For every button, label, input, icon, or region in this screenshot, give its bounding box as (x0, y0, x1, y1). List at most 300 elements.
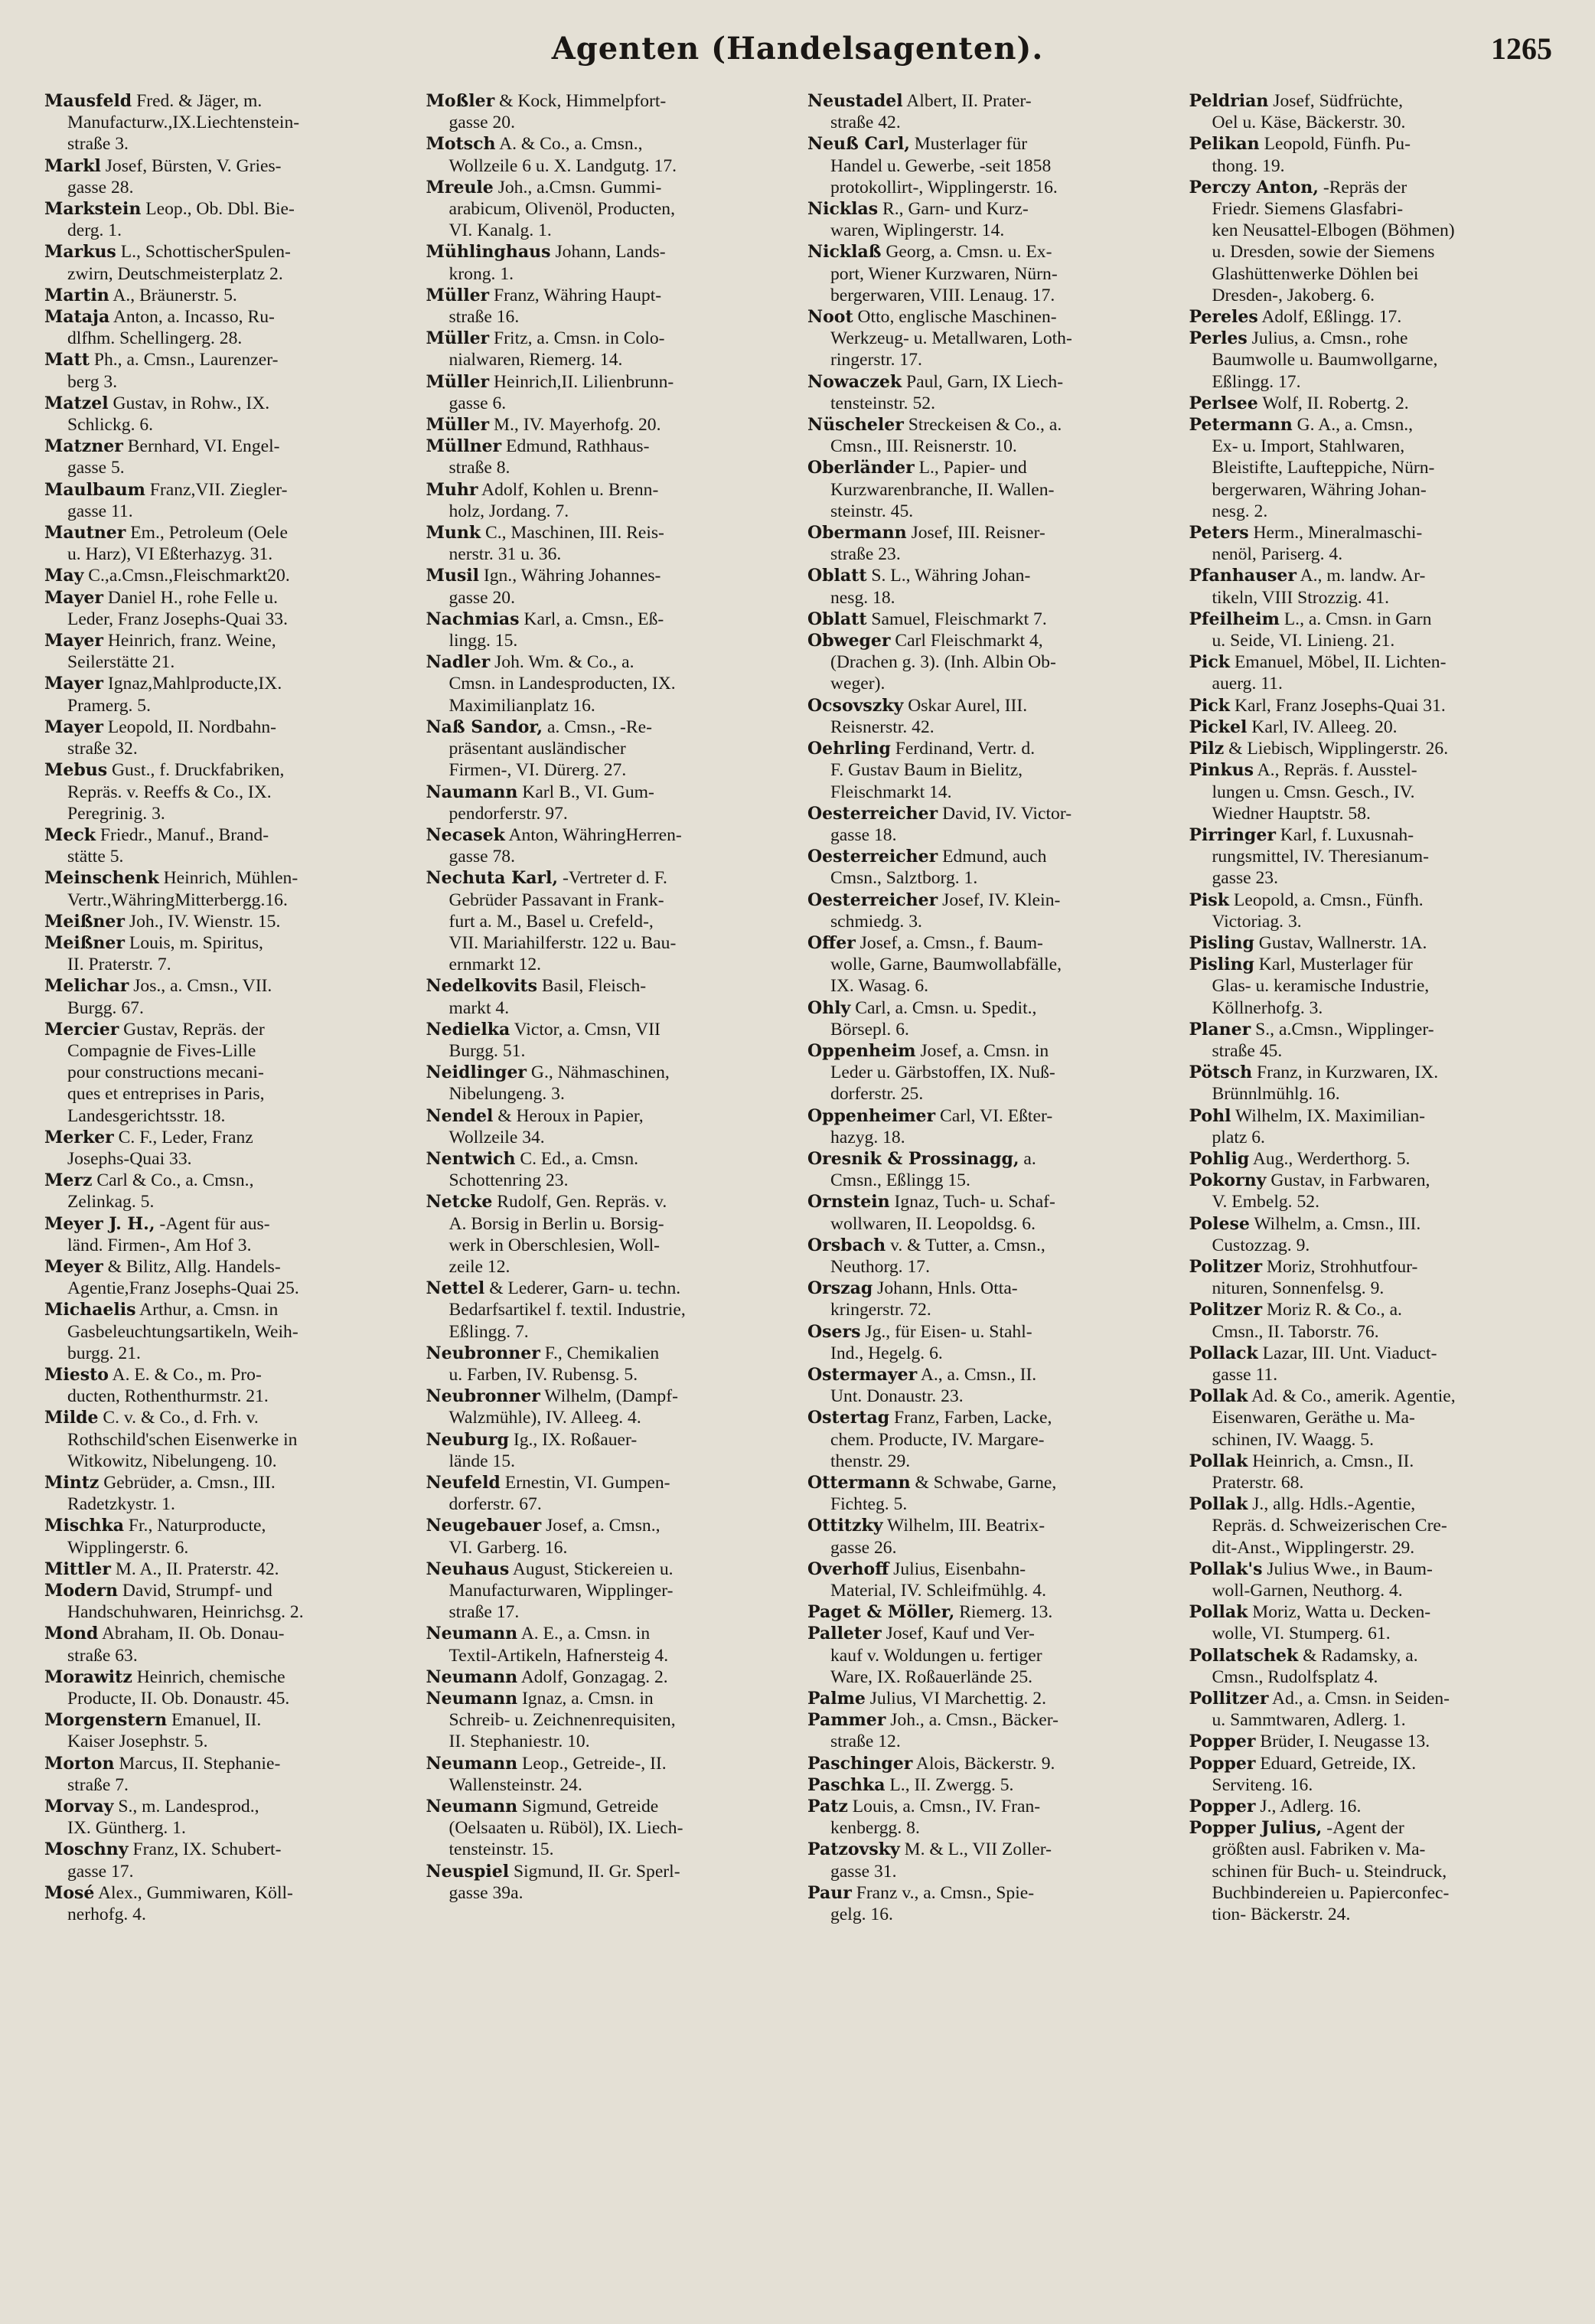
entry-details: Moriz R. & Co., a. (1262, 1300, 1402, 1320)
entry-details: Franz, Farben, Lacke, (889, 1408, 1052, 1428)
entry-continuation-line: zwirn, Deutschmeisterplatz 2. (67, 263, 283, 284)
entry-name: Paget & Möller, (807, 1602, 955, 1623)
entry-name: Paur (807, 1882, 852, 1903)
entry-name: Pick (1189, 695, 1231, 716)
entry-name: Müller (426, 371, 490, 392)
directory-entry (426, 651, 798, 716)
entry-details: Ignaz,Mahlproducte,IX. (103, 674, 282, 694)
entry-first-line (807, 565, 1179, 586)
entry-continuation-line: Burgg. 51. (448, 1040, 526, 1061)
entry-continuation-line: u. Seide, VI. Linieng. 21. (1212, 631, 1395, 651)
entry-name: Maulbaum (44, 479, 145, 500)
entry-first-line (44, 1559, 416, 1580)
entry-name: Nentwich (426, 1148, 516, 1169)
entry-details: Emanuel, Möbel, II. Lichten- (1230, 652, 1447, 673)
entry-details: Basil, Fleisch- (537, 976, 647, 997)
directory-entry (807, 1774, 1179, 1796)
directory-entry (1189, 889, 1561, 932)
entry-details: -Agent der (1322, 1818, 1404, 1839)
entry-details: Wilhelm, IX. Maximilian- (1231, 1105, 1426, 1126)
entry-details: Heinrich, franz. Weine, (103, 631, 276, 651)
entry-name: Pohl (1189, 1105, 1231, 1126)
entry-continuation-line: Ind., Hegelg. 6. (830, 1343, 943, 1363)
directory-entry (426, 328, 798, 370)
entry-continuation-line: ringerstr. 17. (830, 350, 922, 370)
entry-name: Mühlinghaus (426, 242, 551, 263)
entry-details: Julius Wwe., in Baum- (1262, 1559, 1433, 1579)
entry-name: Petermann (1189, 415, 1293, 436)
directory-entry (807, 803, 1179, 846)
entry-name: Müller (426, 285, 490, 305)
entry-continuation-line: Manufacturwaren, Wipplinger- (448, 1581, 674, 1601)
directory-entry (426, 1666, 798, 1688)
directory-entry (426, 1148, 798, 1191)
entry-name: Perczy Anton, (1189, 177, 1319, 197)
entry-continuation-line: tikeln, VIII Strozzig. 41. (1212, 587, 1390, 608)
directory-entry (44, 759, 416, 824)
entry-details: David, Strumpf- und (118, 1581, 272, 1601)
entry-details: Ign., Währing Johannes- (478, 566, 661, 586)
directory-entry (807, 1882, 1179, 1925)
entry-name: Mayer (44, 716, 103, 737)
entry-first-line (426, 1515, 798, 1536)
entry-details: A. & Co., a. Cmsn., (495, 134, 643, 155)
entry-name: Neumann (426, 1666, 518, 1687)
entry-continuation-line: F. Gustav Baum in Bielitz, (830, 760, 1023, 781)
entry-details: Riemerg. 13. (954, 1602, 1053, 1623)
entry-details: Edmund, Rathhaus- (501, 436, 650, 457)
entry-details: Josef, Südfrüchte, (1268, 91, 1403, 111)
entry-details: -Agent für aus- (155, 1213, 270, 1234)
entry-continuation-line: bergerwaren, Währing Johan- (1212, 479, 1427, 500)
entry-details: R., Garn- und Kurz- (878, 199, 1029, 220)
entry-continuation-line: gasse 11. (67, 501, 133, 521)
entry-continuation-line: Leder u. Gärbstoffen, IX. Nuß- (830, 1062, 1055, 1083)
entry-continuation-line: nituren, Sonnenfelsg. 9. (1212, 1278, 1385, 1299)
entry-name: Palme (807, 1689, 866, 1709)
entry-name: Oberländer (807, 458, 915, 478)
entry-continuation-line: derg. 1. (67, 220, 122, 241)
entry-first-line (1189, 1343, 1561, 1364)
directory-entry (1189, 1019, 1561, 1062)
entry-continuation-line: chem. Producte, IV. Margare- (830, 1429, 1045, 1450)
entry-details: C.,a.Cmsn.,Fleischmarkt20. (83, 566, 290, 586)
entry-first-line (426, 867, 798, 889)
entry-continuation-line: Ware, IX. Roßauerlände 25. (830, 1666, 1033, 1687)
directory-entry (807, 1321, 1179, 1364)
directory-entry (1189, 824, 1561, 889)
entry-continuation-line: Repräs. v. Reeffs & Co., IX. (67, 782, 272, 802)
entry-continuation-line: Zelinkag. 5. (67, 1192, 155, 1213)
entry-details: Joh., IV. Wienstr. 15. (125, 911, 281, 932)
entry-name: Matt (44, 350, 90, 370)
entry-details: Moriz, Strohhutfour- (1262, 1256, 1418, 1277)
entry-name: Pollak (1189, 1451, 1248, 1471)
directory-entry (807, 1191, 1179, 1234)
entry-name: Peldrian (1189, 91, 1269, 111)
entry-continuation-line: Walzmühle), IV. Alleeg. 4. (448, 1408, 641, 1428)
entry-details: Bernhard, VI. Engel- (122, 436, 280, 457)
entry-name: Ornstein (807, 1192, 890, 1213)
entry-details: Ferdinand, Vertr. d. (890, 739, 1036, 759)
entry-continuation-line: dlfhm. Schellingerg. 28. (67, 328, 243, 349)
entry-continuation-line: tion- Bäckerstr. 24. (1212, 1905, 1351, 1925)
entry-name: Oppenheimer (807, 1105, 936, 1126)
entry-first-line (1189, 716, 1561, 738)
entry-details: Josef, Kauf und Ver- (881, 1624, 1035, 1644)
entry-continuation-line: straße 12. (830, 1732, 901, 1752)
directory-entry (44, 911, 416, 932)
entry-continuation-line: thong. 19. (1212, 155, 1285, 176)
entry-continuation-line: port, Wiener Kurzwaren, Nürn- (830, 263, 1058, 284)
entry-name: Michaelis (44, 1300, 136, 1320)
entry-first-line (807, 1148, 1179, 1170)
page-number: 1265 (1491, 31, 1552, 66)
entry-continuation-line: straße 8. (448, 458, 510, 478)
entry-continuation-line: wolle, VI. Stumperg. 61. (1212, 1624, 1391, 1644)
entry-name: Pereles (1189, 307, 1258, 328)
entry-first-line (807, 803, 1179, 824)
directory-entry (1189, 1731, 1561, 1752)
directory-entry (1189, 1753, 1561, 1796)
entry-first-line (807, 630, 1179, 651)
entry-continuation-line: VII. Mariahilferstr. 122 u. Bau- (448, 932, 677, 953)
entry-name: Ottitzky (807, 1516, 883, 1536)
entry-first-line (426, 651, 798, 673)
entry-first-line (1189, 565, 1561, 586)
directory-entry (44, 1839, 416, 1882)
entry-details: Ignaz, a. Cmsn. in (517, 1689, 654, 1709)
entry-details: Josef, a. Cmsn. in (915, 1040, 1049, 1061)
entry-name: Meck (44, 824, 96, 845)
entry-name: Neumann (426, 1689, 518, 1709)
entry-first-line (807, 1753, 1179, 1774)
entry-continuation-line: Börsepl. 6. (830, 1019, 909, 1040)
entry-name: Overhoff (807, 1559, 889, 1579)
entry-continuation-line: Nibelungeng. 3. (448, 1084, 565, 1105)
entry-continuation-line: waren, Wiplingerstr. 14. (830, 220, 1005, 241)
entry-name: Perlsee (1189, 393, 1258, 413)
entry-details: Gebrüder, a. Cmsn., III. (99, 1473, 276, 1493)
directory-entry (1189, 1148, 1561, 1170)
entry-continuation-line: VI. Kanalg. 1. (448, 220, 552, 241)
entry-first-line (807, 738, 1179, 759)
entry-first-line (44, 1213, 416, 1235)
directory-entry (807, 1601, 1179, 1623)
entry-first-line (44, 155, 416, 177)
entry-continuation-line: IX. Güntherg. 1. (67, 1818, 186, 1839)
entry-first-line (807, 846, 1179, 867)
entry-name: Mayer (44, 674, 103, 694)
entry-details: Sigmund, Getreide (517, 1797, 659, 1817)
entry-continuation-line: woll-Garnen, Neuthorg. 4. (1212, 1581, 1403, 1601)
entry-name: Müller (426, 415, 490, 436)
directory-entry (44, 522, 416, 565)
entry-first-line (44, 1666, 416, 1688)
entry-details: Arthur, a. Cmsn. in (135, 1300, 279, 1320)
entry-first-line (807, 306, 1179, 328)
column-2 (426, 90, 798, 2295)
entry-first-line (426, 414, 798, 436)
directory-entry (807, 1796, 1179, 1839)
entry-first-line (1189, 522, 1561, 543)
entry-first-line (1189, 1062, 1561, 1083)
entry-continuation-line: Wollzeile 6 u. X. Landgutg. 17. (448, 155, 677, 176)
entry-first-line (1189, 1559, 1561, 1580)
entry-first-line (1189, 306, 1561, 328)
entry-first-line (44, 1839, 416, 1860)
entry-name: Mausfeld (44, 91, 132, 111)
entry-continuation-line: schmiedg. 3. (830, 911, 922, 932)
entry-continuation-line: Material, IV. Schleifmühlg. 4. (830, 1581, 1046, 1601)
entry-first-line (1189, 1817, 1561, 1839)
entry-first-line (807, 1105, 1179, 1127)
entry-name: Pollak's (1189, 1559, 1263, 1579)
entry-details: Em., Petroleum (Oele (126, 523, 288, 543)
entry-first-line (426, 1666, 798, 1688)
entry-name: Ottermann (807, 1473, 911, 1493)
entry-details: Josef, a. Cmsn., f. Baum- (855, 932, 1043, 953)
entry-continuation-line: gasse 11. (1212, 1364, 1278, 1385)
entry-name: Nachmias (426, 609, 520, 629)
entry-first-line (44, 867, 416, 889)
entry-details: A., Bräunerstr. 5. (109, 285, 237, 305)
entry-name: Nendel (426, 1105, 494, 1126)
entry-continuation-line: Eßlingg. 17. (1212, 371, 1301, 392)
entry-details: Rudolf, Gen. Repräs. v. (492, 1192, 667, 1213)
entry-continuation-line: präsentant ausländischer (448, 739, 626, 759)
entry-first-line (426, 177, 798, 198)
entry-details: Ernestin, VI. Gumpen- (500, 1473, 670, 1493)
entry-name: Obweger (807, 631, 891, 651)
entry-first-line (1189, 695, 1561, 716)
directory-entry (1189, 1105, 1561, 1148)
entry-first-line (807, 932, 1179, 954)
entry-details: Wolf, II. Robertg. 2. (1257, 393, 1409, 413)
entry-first-line (807, 609, 1179, 630)
entry-continuation-line: Gasbeleuchtungsartikeln, Weih- (67, 1321, 298, 1342)
entry-continuation-line: Wallensteinstr. 24. (448, 1774, 582, 1795)
entry-details: Joh., a. Cmsn., Bäcker- (886, 1710, 1058, 1731)
directory-entry (807, 1472, 1179, 1515)
entry-continuation-line: schinen für Buch- u. Steindruck, (1212, 1861, 1447, 1882)
entry-name: Pirringer (1189, 824, 1276, 845)
entry-first-line (1189, 932, 1561, 954)
entry-continuation-line: gasse 18. (830, 824, 897, 845)
directory-entry (44, 479, 416, 522)
entry-details: Daniel H., rohe Felle u. (103, 587, 278, 608)
entry-name: Pokorny (1189, 1170, 1267, 1191)
entry-details: C., Maschinen, III. Reis- (481, 523, 664, 543)
entry-details: C. v. & Co., d. Frh. v. (98, 1408, 259, 1428)
entry-details: S., a.Cmsn., Wipplinger- (1251, 1019, 1434, 1040)
entry-name: Muhr (426, 479, 478, 500)
entry-details: Heinrich, Mühlen- (158, 868, 298, 889)
entry-details: M. & L., VII Zoller- (899, 1839, 1052, 1860)
entry-name: Mayer (44, 631, 103, 651)
entry-first-line (426, 436, 798, 457)
entry-first-line (1189, 1105, 1561, 1127)
entry-details: Franz v., a. Cmsn., Spie- (851, 1882, 1035, 1903)
entry-first-line (44, 759, 416, 781)
entry-first-line (807, 133, 1179, 155)
entry-continuation-line: Handel u. Gewerbe, -seit 1858 (830, 155, 1052, 176)
entry-first-line (426, 1429, 798, 1451)
entry-continuation-line: lände 15. (448, 1451, 515, 1471)
entry-details: Albert, II. Prater- (902, 91, 1032, 111)
entry-first-line (1189, 177, 1561, 198)
entry-name: Motsch (426, 134, 496, 155)
directory-entry (1189, 1170, 1561, 1213)
entry-details: Leopold, a. Cmsn., Fünfh. (1229, 889, 1424, 910)
entry-details: & Liebisch, Wipplingerstr. 26. (1224, 739, 1449, 759)
entry-continuation-line: u. Harz), VI Eßterhazyg. 31. (67, 544, 273, 565)
entry-name: Neumann (426, 1797, 518, 1817)
entry-continuation-line: straße 7. (67, 1774, 129, 1795)
entry-first-line (1189, 1451, 1561, 1472)
directory-entry (426, 975, 798, 1018)
entry-continuation-line: Eisenwaren, Geräthe u. Ma- (1212, 1408, 1415, 1428)
entry-name: Mischka (44, 1516, 124, 1536)
entry-continuation-line: arabicum, Olivenöl, Producten, (448, 199, 675, 220)
entry-name: Perles (1189, 328, 1248, 349)
directory-entry (426, 1688, 798, 1753)
entry-continuation-line: gasse 28. (67, 177, 134, 197)
entry-continuation-line: Eßlingg. 7. (448, 1321, 529, 1342)
entry-continuation-line: furt a. M., Basel u. Crefeld-, (448, 911, 654, 932)
entry-first-line (426, 975, 798, 997)
directory-entry (44, 1580, 416, 1623)
entry-name: Neufeld (426, 1473, 501, 1493)
entry-continuation-line: Reisnerstr. 42. (830, 716, 934, 737)
entry-name: Neubronner (426, 1343, 540, 1363)
entry-name: Pollitzer (1189, 1689, 1269, 1709)
entry-continuation-line: Praterstr. 68. (1212, 1473, 1304, 1493)
directory-entry (44, 1170, 416, 1213)
entry-name: Nadler (426, 652, 491, 673)
entry-details: Josef, III. Reisner- (906, 523, 1045, 543)
entry-continuation-line: auerg. 11. (1212, 674, 1283, 694)
entry-first-line (44, 1709, 416, 1731)
entry-continuation-line: bergerwaren, VIII. Lenaug. 17. (830, 285, 1055, 305)
entry-details: Fritz, a. Cmsn. in Colo- (489, 328, 665, 349)
directory-entry (1189, 738, 1561, 759)
entry-continuation-line: Rothschild'schen Eisenwerke in (67, 1429, 298, 1450)
entry-continuation-line: Cmsn., Eßlingg 15. (830, 1170, 970, 1191)
entry-name: Pammer (807, 1710, 886, 1731)
entry-name: Pötsch (1189, 1062, 1253, 1083)
entry-details: a. Cmsn., -Re- (543, 716, 652, 737)
entry-name: Paschka (807, 1774, 886, 1795)
directory-entry (44, 1796, 416, 1839)
entry-continuation-line: holz, Jordang. 7. (448, 501, 569, 521)
directory-entry (426, 414, 798, 436)
entry-continuation-line: länd. Firmen-, Am Hof 3. (67, 1235, 252, 1255)
entry-name: Mercier (44, 1019, 119, 1040)
entry-name: Orsbach (807, 1235, 886, 1255)
entry-details: August, Stickereien u. (509, 1559, 674, 1579)
entry-first-line (44, 630, 416, 651)
entry-details: G., Nähmaschinen, (527, 1062, 670, 1083)
entry-name: Netcke (426, 1192, 493, 1213)
entry-details: Paul, Garn, IX Liech- (902, 371, 1064, 392)
entry-details: Anton, WähringHerren- (504, 824, 682, 845)
entry-first-line (1189, 393, 1561, 414)
entry-continuation-line: gasse 6. (448, 393, 507, 413)
entry-continuation-line: steinstr. 45. (830, 501, 914, 521)
entry-name: Orszag (807, 1278, 873, 1299)
entry-details: Sigmund, II. Gr. Sperl- (509, 1861, 680, 1882)
entry-continuation-line: Josephs-Quai 33. (67, 1148, 192, 1169)
entry-first-line (44, 1170, 416, 1191)
entry-first-line (807, 1623, 1179, 1644)
entry-continuation-line: straße 42. (830, 113, 901, 133)
entry-details: Josef, a. Cmsn., (541, 1516, 661, 1536)
entry-continuation-line: II. Stephaniestr. 10. (448, 1732, 590, 1752)
directory-entry (1189, 133, 1561, 176)
entry-name: Mebus (44, 760, 108, 781)
entry-continuation-line: Neuthorg. 17. (830, 1256, 930, 1277)
entry-continuation-line: tensteinstr. 52. (830, 393, 935, 413)
entry-name: Naß Sandor, (426, 716, 543, 737)
entry-details: J., allg. Hdls.-Agentie, (1248, 1494, 1416, 1515)
directory-entry (807, 241, 1179, 306)
entry-name: Oesterreicher (807, 803, 938, 824)
entry-continuation-line: Agentie,Franz Josephs-Quai 25. (67, 1278, 299, 1299)
entry-continuation-line: Fichteg. 5. (830, 1494, 908, 1515)
entry-name: Neumann (426, 1624, 518, 1644)
entry-details: Gust., f. Druckfabriken, (107, 760, 285, 781)
entry-first-line (807, 1688, 1179, 1709)
page-header (0, 31, 1595, 77)
directory-entry (1189, 306, 1561, 328)
entry-details: Edmund, auch (938, 847, 1047, 867)
entry-first-line (807, 1601, 1179, 1623)
directory-entry (44, 565, 416, 586)
directory-entry (44, 1364, 416, 1407)
entry-continuation-line: Baumwolle u. Baumwollgarne, (1212, 350, 1438, 370)
entry-name: Pollack (1189, 1343, 1258, 1363)
entry-details: Wilhelm, III. Beatrix- (882, 1516, 1045, 1536)
entry-first-line (44, 1256, 416, 1278)
entry-name: Oblatt (807, 566, 867, 586)
entry-first-line (1189, 1601, 1561, 1623)
entry-name: Noot (807, 307, 853, 328)
directory-entry (1189, 522, 1561, 565)
directory-entry (44, 393, 416, 436)
entry-name: Mautner (44, 523, 126, 543)
entry-continuation-line: Cmsn. in Landesproducten, IX. (448, 674, 676, 694)
entry-continuation-line: Oel u. Käse, Bäckerstr. 30. (1212, 113, 1406, 133)
entry-continuation-line: u. Farben, IV. Rubensg. 5. (448, 1364, 638, 1385)
directory-entry (807, 932, 1179, 997)
entry-name: Meyer J. H., (44, 1213, 155, 1234)
entry-first-line (807, 457, 1179, 478)
entry-first-line (807, 1040, 1179, 1062)
entry-details: Wilhelm, a. Cmsn., III. (1249, 1213, 1421, 1234)
entry-first-line (807, 522, 1179, 543)
entry-details: Leopold, Fünfh. Pu- (1259, 134, 1411, 155)
entry-details: Julius, VI Marchettig. 2. (865, 1689, 1046, 1709)
entry-details: a. (1019, 1148, 1036, 1169)
entry-name: Meißner (44, 932, 126, 953)
entry-continuation-line: Vertr.,WähringMitterbergg.16. (67, 889, 288, 910)
entry-first-line (44, 1127, 416, 1148)
entry-name: Markstein (44, 199, 142, 220)
entry-continuation-line: straße 32. (67, 739, 138, 759)
directory-entry (426, 1559, 798, 1624)
entry-details: F., Chemikalien (540, 1343, 660, 1363)
